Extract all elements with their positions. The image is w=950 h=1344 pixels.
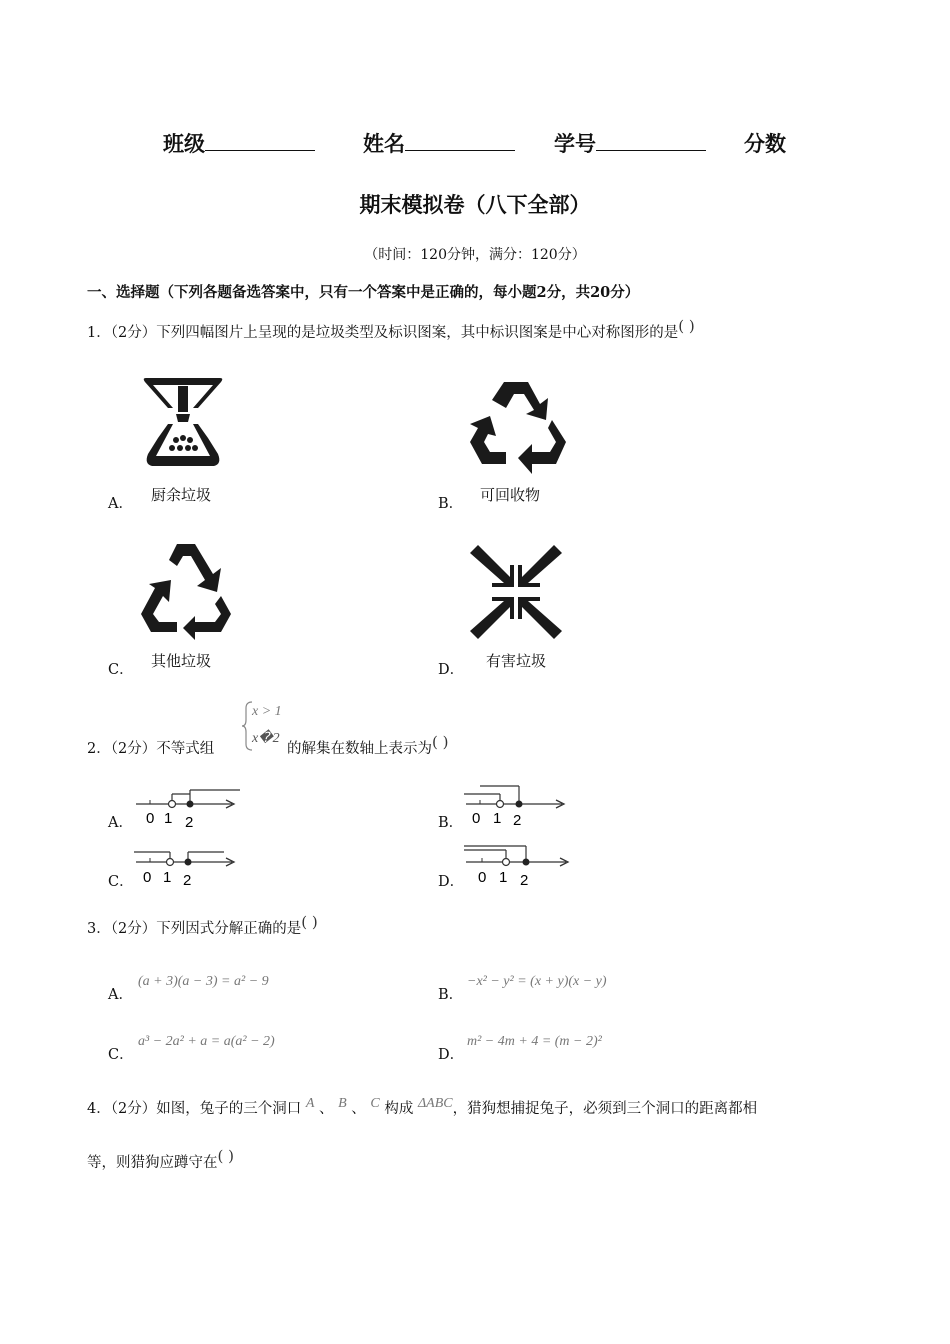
point-c: C	[370, 1096, 380, 1111]
option-d-caption: 有害垃圾	[486, 652, 547, 670]
option-c-letter[interactable]: C．	[108, 874, 134, 890]
system-line-2: x�2	[252, 731, 280, 746]
question-1	[87, 317, 695, 342]
tick-label-0: 0	[146, 810, 155, 827]
option-b-letter[interactable]: B．	[438, 496, 464, 512]
tick-label-0: 0	[472, 810, 481, 827]
number-line-c	[134, 846, 246, 890]
tick-label-2: 2	[185, 814, 194, 830]
question-4-line-2	[87, 1147, 234, 1172]
option-c-caption: 其他垃圾	[151, 652, 212, 670]
name-label: 姓名	[363, 132, 405, 156]
option-c-letter[interactable]: C．	[108, 1047, 134, 1063]
option-b-letter[interactable]: B．	[438, 815, 464, 831]
tick-label-1: 1	[164, 810, 173, 827]
question-3	[87, 913, 318, 938]
score-label: 分数	[744, 132, 786, 156]
option-a-letter[interactable]: A．	[108, 815, 133, 831]
question-4-line-1	[87, 1097, 877, 1118]
number-line-a	[134, 786, 246, 830]
system-line-1: x > 1	[252, 704, 282, 719]
kitchen-waste-icon	[138, 372, 228, 472]
point-a: A	[305, 1096, 315, 1111]
page-subtitle: （时间：120分钟，满分：120分）	[364, 247, 586, 263]
class-blank[interactable]	[205, 130, 315, 151]
number-line-d	[464, 842, 576, 890]
question-3-text: 3．（2分）下列因式分解正确的是	[87, 921, 302, 937]
question-4-text-4: 等，则猎狗应蹲守在	[87, 1155, 218, 1171]
hazardous-waste-icon	[466, 543, 566, 641]
question-1-text: 1．（2分）下列四幅图片上呈现的是垃圾类型及标识图案，其中标识图案是中心对称图形的是	[87, 325, 679, 341]
question-4-text-2: 构成	[384, 1101, 414, 1117]
answer-paren[interactable]: ( )	[678, 317, 695, 335]
answer-paren[interactable]: ( )	[217, 1147, 234, 1165]
option-b-letter[interactable]: B．	[438, 987, 464, 1003]
class-label: 班级	[163, 132, 205, 156]
question-2-prefix: 2．（2分）不等式组	[87, 741, 215, 757]
student-id-label: 学号	[554, 132, 596, 156]
question-4-text-3: ，猎狗想捕捉兔子，必须到三个洞口的距离都相	[452, 1101, 758, 1117]
option-c-letter[interactable]: C．	[108, 662, 134, 678]
tick-label-2: 2	[520, 872, 529, 889]
option-c-expression: a³ − 2a² + a = a(a² − 2)	[138, 1034, 275, 1049]
other-waste-icon	[137, 540, 235, 642]
option-d-expression: m² − 4m + 4 = (m − 2)²	[467, 1034, 602, 1049]
tick-label-0: 0	[478, 869, 487, 886]
option-a-caption: 厨余垃圾	[151, 486, 212, 504]
tick-label-1: 1	[499, 869, 508, 886]
question-2-suffix	[287, 733, 449, 758]
triangle-abc: ΔABC	[417, 1096, 453, 1111]
option-a-letter[interactable]: A．	[108, 496, 133, 512]
student-id-field	[554, 128, 706, 158]
option-d-letter[interactable]: D．	[438, 874, 465, 890]
question-2-suffix-text: 的解集在数轴上表示为	[287, 741, 432, 757]
option-a-letter[interactable]: A．	[108, 987, 133, 1003]
recycle-icon	[466, 376, 574, 474]
tick-label-0: 0	[143, 869, 152, 886]
tick-label-1: 1	[163, 869, 172, 886]
name-field	[363, 128, 515, 158]
answer-paren[interactable]: ( )	[301, 913, 318, 931]
class-field	[163, 128, 315, 158]
option-a-expression: (a + 3)(a − 3) = a² − 9	[138, 974, 269, 989]
point-b: B	[338, 1096, 347, 1111]
option-b-expression: −x² − y² = (x + y)(x − y)	[467, 974, 607, 989]
tick-label-1: 1	[493, 810, 502, 827]
question-4-text-1: 4．（2分）如图，兔子的三个洞口	[87, 1101, 302, 1117]
option-d-letter[interactable]: D．	[438, 662, 465, 678]
option-d-letter[interactable]: D．	[438, 1047, 465, 1063]
name-blank[interactable]	[405, 130, 515, 151]
separator: 、	[318, 1101, 334, 1117]
option-b-caption: 可回收物	[480, 486, 541, 504]
number-line-b	[464, 782, 576, 830]
section-heading: 一、选择题（下列各题备选答案中，只有一个答案中是正确的，每小题2分，共20分）	[87, 284, 640, 301]
tick-label-2: 2	[513, 812, 522, 829]
separator: 、	[351, 1101, 366, 1117]
answer-paren[interactable]: ( )	[432, 733, 449, 751]
student-id-blank[interactable]	[596, 130, 706, 151]
page-title: 期末模拟卷（八下全部）	[359, 193, 591, 217]
tick-label-2: 2	[183, 872, 192, 889]
